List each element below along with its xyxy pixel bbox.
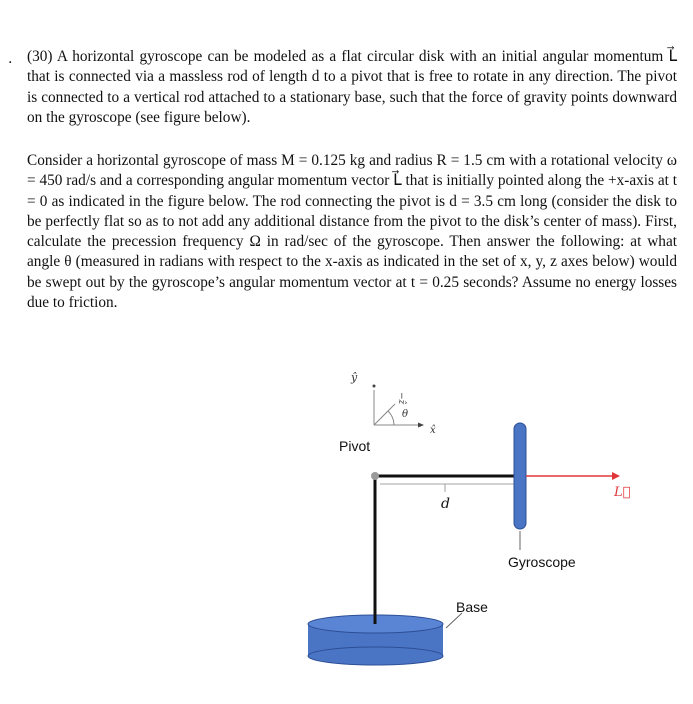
problem-paragraph-2: Consider a horizontal gyroscope of mass M = 0.125 kg and radius R = 1.5 cm with a rotational velocity ω = 450 rad/s and a corresponding angular momentum vector L⃗ that is initially pointed along the +x-axis at t = 0 as indicated in the figure below. The rod connecting the pivot is d = 3.5 cm long (consider the disk to be perfectly flat so as to not add any additional distance from the pivot to the disk’s center of mass). First, calculate the precession frequency Ω in rad/sec of the gyroscope. Then answer the following: at what angle θ (measured in radians with respect to the x-axis as indicated in the set of x, y, z axes below) would be swept out by the gyroscope’s angular momentum vector at t = 0.25 seconds? Assume no energy losses due to friction. [27, 152, 677, 312]
theta-arc [388, 411, 394, 425]
base-bottom-rim [308, 647, 443, 665]
z-axis-label: −ẑ [396, 392, 406, 405]
base-leader-line [446, 613, 462, 628]
base-label: Base [456, 599, 488, 615]
gyroscope-disk [514, 423, 526, 529]
problem-paragraph-1: (30) A horizontal gyroscope can be modeled as a flat circular disk with an initial angular momentum L⃗ that is connected via a massless rod of length d to a pivot that is free to rotate in any direction. The pivot is connected to a vertical rod attached to a stationary base, such that the force of gravity points downward on the gyroscope (see figure below). [27, 48, 677, 126]
y-axis-arrow-dot [373, 385, 376, 388]
rod-length-label: d [441, 496, 450, 512]
list-bullet: . [8, 51, 13, 67]
pivot-joint [371, 472, 379, 480]
momentum-label: L⃗ [614, 485, 631, 500]
momentum-arrowhead [612, 472, 620, 480]
gyroscope-figure [0, 360, 693, 700]
axes-diagram [350, 371, 436, 436]
x-axis-arrowhead [418, 423, 424, 428]
x-axis-label: x̂ [430, 425, 436, 436]
gyroscope-label: Gyroscope [508, 554, 576, 570]
y-axis-label: ŷ [351, 371, 358, 384]
theta-label: θ [402, 409, 409, 420]
pivot-label: Pivot [339, 438, 371, 454]
rod-length-marker [380, 484, 515, 492]
z-axis-line [374, 404, 395, 425]
